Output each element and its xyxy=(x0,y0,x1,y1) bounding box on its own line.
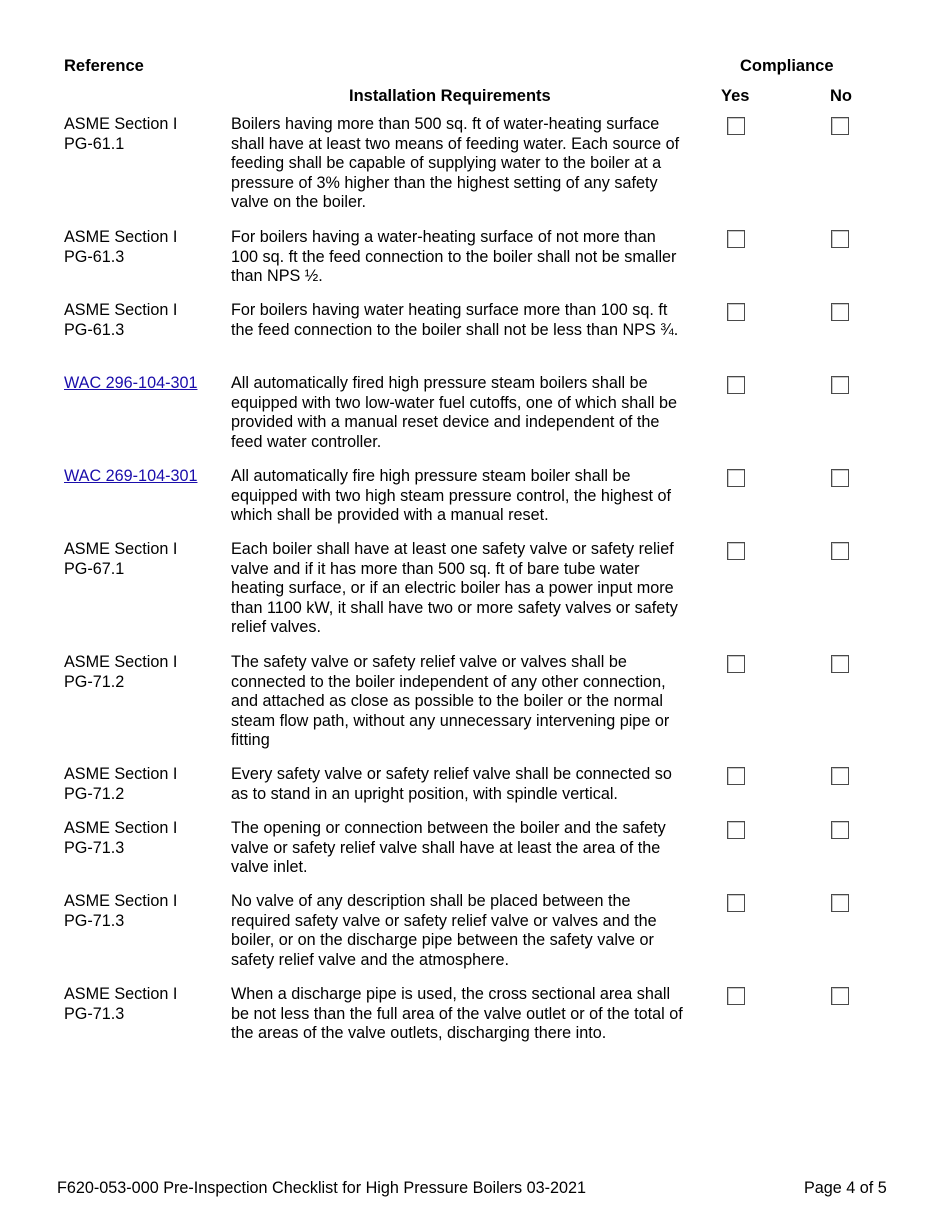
reference-code: ASME Section I xyxy=(64,540,178,558)
reference-cell xyxy=(64,985,224,1024)
yes-checkbox[interactable] xyxy=(727,230,745,248)
yes-checkbox[interactable] xyxy=(727,767,745,785)
reference-section: PG-71.2 xyxy=(64,672,125,691)
installation-requirements-header: Installation Requirements xyxy=(349,87,551,105)
footer-form-title: F620-053-000 Pre-Inspection Checklist for High Pressure Boilers 03-2021 xyxy=(57,1179,587,1197)
requirement-text: Each boiler shall have at least one safety valve or safety relief valve and if it has more than 500 sq. ft of bare tube water heating surface, or if an electric boiler has a power input more than 1100 kW, it shall have two or more safety valves or safety relief valves. xyxy=(231,540,678,637)
no-column-header: No xyxy=(830,87,852,105)
requirement-text: All automatically fired high pressure steam boilers shall be equipped with two low-water fuel cutoffs, one of which shall be provided with a manual reset device and independent of the feed water controller. xyxy=(231,374,678,451)
reference-section: PG-71.3 xyxy=(64,911,125,930)
no-checkbox[interactable] xyxy=(831,767,849,785)
footer-page-number: Page 4 of 5 xyxy=(804,1179,887,1197)
requirement-text: No valve of any description shall be placed between the required safety valve or safety relief valve or valves and the boiler, or on the discharge pipe between the safety valve or safety relief valve and the atmosphere. xyxy=(231,892,657,969)
yes-checkbox[interactable] xyxy=(727,987,745,1005)
reference-code: ASME Section I xyxy=(64,301,178,319)
yes-checkbox[interactable] xyxy=(727,821,745,839)
reference-cell xyxy=(64,115,224,154)
yes-checkbox[interactable] xyxy=(727,894,745,912)
requirement-text: For boilers having water heating surface more than 100 sq. ft the feed connection to the boiler shall not be less than NPS ¾. xyxy=(231,301,679,339)
reference-section: PG-71.3 xyxy=(64,1004,125,1023)
no-checkbox[interactable] xyxy=(831,542,849,560)
no-checkbox[interactable] xyxy=(831,821,849,839)
no-checkbox[interactable] xyxy=(831,469,849,487)
reference-code: ASME Section I xyxy=(64,819,178,837)
reference-cell xyxy=(64,653,224,692)
yes-checkbox[interactable] xyxy=(727,542,745,560)
reference-code: ASME Section I xyxy=(64,892,178,910)
requirement-text: Boilers having more than 500 sq. ft of water-heating surface shall have at least two means of feeding water. Each source of feeding shall be capable of supplying water to the boiler at a pressure of 3% higher than the highest setting of any safety valve on the boiler. xyxy=(231,115,680,212)
reference-section: PG-61.3 xyxy=(64,247,125,266)
reference-header: Reference xyxy=(64,57,144,75)
reference-cell xyxy=(64,301,224,340)
reference-section: PG-71.2 xyxy=(64,784,125,803)
reference-section: PG-67.1 xyxy=(64,559,125,578)
reference-cell xyxy=(64,892,224,931)
reference-cell xyxy=(64,467,224,487)
yes-column-header: Yes xyxy=(721,87,750,105)
wac-reference-link[interactable]: WAC 269-104-301 xyxy=(64,467,198,485)
no-checkbox[interactable] xyxy=(831,303,849,321)
reference-section: PG-61.1 xyxy=(64,134,125,153)
requirement-text: Every safety valve or safety relief valve shall be connected so as to stand in an upright position, with spindle vertical. xyxy=(231,765,672,803)
requirement-text: The opening or connection between the boiler and the safety valve or safety relief valve shall have at least the area of the valve inlet. xyxy=(231,819,666,877)
requirement-text: The safety valve or safety relief valve or valves shall be connected to the boiler independent of any other connection, and attached as close as possible to the boiler or the normal steam flow path, without any unnecessary intervening pipe or fitting xyxy=(231,653,670,750)
requirement-text: All automatically fire high pressure steam boiler shall be equipped with two high steam pressure control, the highest of which shall be provided with a manual reset. xyxy=(231,467,672,525)
wac-reference-link[interactable]: WAC 296-104-301 xyxy=(64,374,198,392)
yes-checkbox[interactable] xyxy=(727,117,745,135)
no-checkbox[interactable] xyxy=(831,230,849,248)
yes-checkbox[interactable] xyxy=(727,376,745,394)
no-checkbox[interactable] xyxy=(831,894,849,912)
compliance-header: Compliance xyxy=(740,57,834,75)
reference-cell xyxy=(64,765,224,804)
no-checkbox[interactable] xyxy=(831,117,849,135)
no-checkbox[interactable] xyxy=(831,376,849,394)
yes-checkbox[interactable] xyxy=(727,469,745,487)
reference-cell xyxy=(64,228,224,267)
reference-code: ASME Section I xyxy=(64,653,178,671)
reference-cell xyxy=(64,540,224,579)
reference-cell xyxy=(64,374,224,394)
reference-code: ASME Section I xyxy=(64,115,178,133)
reference-code: ASME Section I xyxy=(64,765,178,783)
requirement-text: When a discharge pipe is used, the cross sectional area shall be not less than the full area of the valve outlet or of the total of the areas of the valve outlets, discharging there into. xyxy=(231,985,683,1043)
yes-checkbox[interactable] xyxy=(727,303,745,321)
reference-code: ASME Section I xyxy=(64,985,178,1003)
no-checkbox[interactable] xyxy=(831,655,849,673)
reference-cell xyxy=(64,819,224,858)
reference-section: PG-71.3 xyxy=(64,838,125,857)
requirement-text: For boilers having a water-heating surface of not more than 100 sq. ft the feed connection to the boiler shall not be smaller than NPS ½. xyxy=(231,228,677,286)
no-checkbox[interactable] xyxy=(831,987,849,1005)
reference-section: PG-61.3 xyxy=(64,320,125,339)
yes-checkbox[interactable] xyxy=(727,655,745,673)
reference-code: ASME Section I xyxy=(64,228,178,246)
